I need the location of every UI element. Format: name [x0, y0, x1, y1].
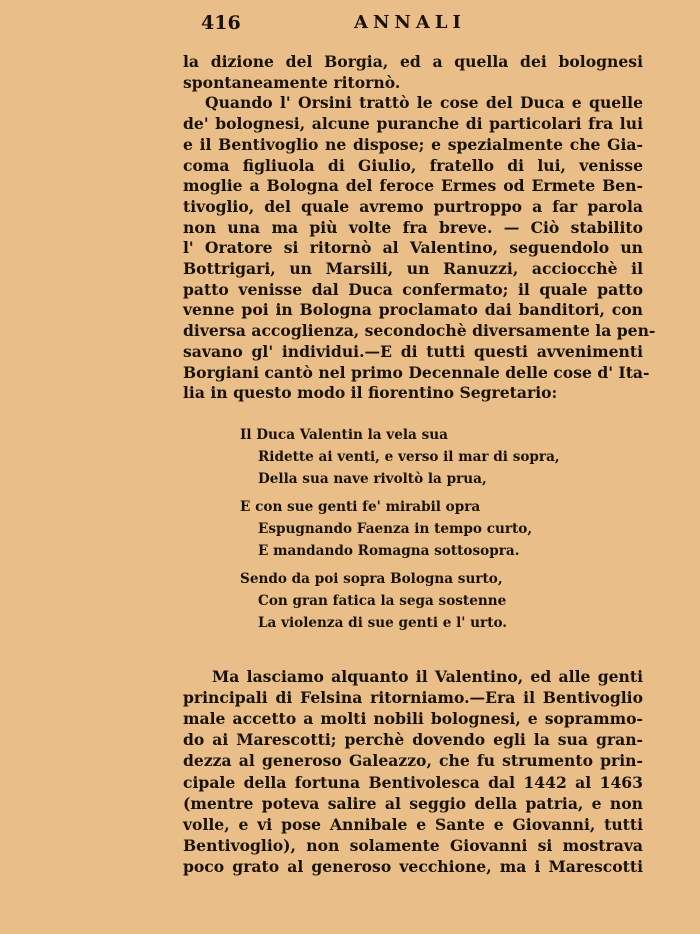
text-line: tivoglio, del quale avremo purtroppo a far parola	[183, 196, 643, 216]
text-line: Bottrigari, un Marsili, un Ranuzzi, acciocchè il	[183, 259, 643, 278]
verse-line: E mandando Romagna sottosopra.	[258, 543, 520, 559]
verse-line: Della sua nave rivoltò la prua,	[258, 471, 487, 487]
text-line: non una ma più volte fra breve. — Ciò stabilito	[183, 217, 643, 237]
text-line: spontaneamente ritornò.	[183, 72, 401, 92]
page-number: 416	[201, 12, 241, 34]
text-line: patto venisse dal Duca confermato; il quale patto	[183, 279, 643, 299]
verse-line: Espugnando Faenza in tempo curto,	[258, 521, 533, 537]
verse-line: E con sue genti fe' mirabil opra	[240, 499, 481, 515]
text-line: e il Bentivoglio ne dispose; e spezialmente che Gia-	[183, 134, 643, 154]
text-line: de' bolognesi, alcune puranche di particolari fra lui	[183, 114, 643, 134]
text-line: diversa accoglienza, secondochè diversamente la pen-	[183, 321, 656, 341]
text-line: venne poi in Bologna proclamato dai banditori, con	[183, 300, 643, 320]
text-line: cipale della fortuna Bentivolesca dal 1442 al 1463	[183, 772, 643, 792]
verse-line: Con gran fatica la sega sostenne	[258, 593, 507, 609]
verse-line: Il Duca Valentin la vela sua	[240, 427, 448, 443]
verse-line: Sendo da poi sopra Bologna surto,	[240, 571, 503, 587]
text-line: Quando l' Orsini trattò le cose del Duca e quelle	[205, 93, 643, 113]
text-line: Bentivoglio), non solamente Giovanni si mostrava	[183, 835, 643, 855]
text-line: lia in questo modo il fiorentino Segretario:	[183, 383, 558, 403]
text-line: volle, e vi pose Annibale e Sante e Giovanni, tutti	[183, 814, 643, 834]
text-line: principali di Felsina ritorniamo.—Era il Bentivoglio	[183, 688, 643, 708]
text-line: l' Oratore si ritornò al Valentino, seguendolo un	[183, 238, 643, 258]
text-line: Ma lasciamo alquanto il Valentino, ed alle genti	[212, 667, 643, 686]
verse-line: Ridette ai venti, e verso il mar di sopra,	[258, 449, 560, 465]
text-line: (mentre poteva salire al seggio della patria, e non	[183, 793, 643, 813]
text-line: poco grato al generoso vecchione, ma i Marescotti	[183, 856, 643, 876]
text-line: savano gl' individui.—E di tutti questi avvenimenti	[183, 341, 643, 361]
running-title: ANNALI	[354, 12, 466, 33]
text-line: male accetto a molti nobili bolognesi, e soprammo-	[183, 709, 643, 729]
text-line: moglie a Bologna del feroce Ermes od Ermete Ben-	[183, 176, 643, 196]
text-line: coma figliuola di Giulio, fratello di lui, venisse	[183, 155, 643, 175]
text-line: la dizione del Borgia, ed a quella dei bolognesi	[183, 52, 643, 71]
text-line: Borgiani cantò nel primo Decennale delle cose d' Ita-	[183, 362, 650, 382]
text-line: dezza al generoso Galeazzo, che fu strumento prin-	[183, 751, 643, 771]
text-line: do ai Marescotti; perchè dovendo egli la sua gran-	[183, 730, 643, 750]
verse-line: La violenza di sue genti e l' urto.	[258, 615, 508, 631]
